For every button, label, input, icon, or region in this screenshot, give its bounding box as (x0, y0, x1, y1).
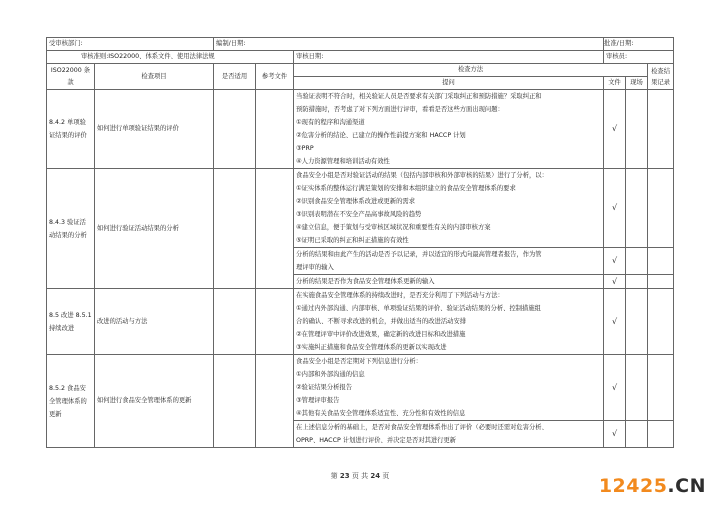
watermark-logo (599, 475, 706, 497)
col-reference: 参考文件 (256, 64, 294, 90)
question-line: ③识别表明潜在不安全产品高事故风险的趋势 (296, 211, 422, 218)
question-line: ③实施纠正措施和食品安全管理体系的更新以实现改进 (296, 344, 447, 351)
applicable-cell (214, 355, 256, 448)
reference-cell (256, 90, 294, 169)
result-cell (648, 421, 674, 448)
document-check-cell (604, 275, 626, 289)
check-mark-icon: √ (611, 124, 618, 133)
question-line: 理评审的输入 (296, 264, 334, 271)
document-check-cell (604, 90, 626, 169)
result-cell (648, 248, 674, 275)
document-check-cell (604, 169, 626, 248)
question-cell (294, 289, 604, 355)
onsite-check-cell (626, 248, 648, 275)
header-row-1 (47, 38, 674, 51)
check-mark-icon: √ (611, 316, 618, 326)
criteria-label: 审核准则:ISO22000、体系文件、使用法律法规 (47, 51, 294, 64)
document-check-cell (604, 248, 626, 275)
col-item: 检查项目 (95, 64, 214, 90)
question-cell (294, 90, 604, 169)
question-line: 分析的结果和由此产生的活动是否予以记录，并以适宜的形式向最高管理者报告，作为管 (296, 251, 542, 258)
reference-cell (256, 169, 294, 289)
question-line: 当验证表明不符合时，相关验证人员是否要求有关部门采取纠正和预防措施？采取纠正和 (296, 93, 542, 100)
watermark-suffix: .CN (667, 475, 706, 497)
table-row (47, 355, 674, 421)
item-cell: 如何进行单项验证结果的评价 (95, 90, 214, 169)
prepared-label: 编制/日期: (214, 38, 604, 51)
question-cell (294, 355, 604, 421)
question-line: 合的确认、不断寻求改进的机会，并做出适当的改进活动安排 (296, 318, 467, 325)
question-line: ①内部和外部沟通的信息 (296, 371, 365, 378)
column-header-row-1 (47, 64, 674, 77)
document-check-cell (604, 355, 626, 421)
check-mark-icon: √ (611, 429, 618, 438)
question-line: ①现有的程序和沟通渠道 (296, 119, 365, 126)
approved-label: 批准/日期: (604, 38, 674, 51)
document-check-cell (604, 421, 626, 448)
result-cell (648, 355, 674, 421)
watermark-digits: 12425 (598, 475, 668, 497)
check-mark-icon: √ (611, 256, 618, 265)
result-cell (648, 169, 674, 248)
question-line: 在上述信息分析的基础上，是否对食品安全管理体系作出了评价（必要时还需对危害分析、 (296, 424, 548, 431)
result-cell (648, 90, 674, 169)
question-line: 食品安全小组是否对验证活动的结果（包括内部审核和外部审核的结果）进行了分析，以： (296, 172, 548, 179)
header-row-2 (47, 51, 674, 64)
question-cell (294, 169, 604, 248)
table-row (47, 169, 674, 248)
question-line: ①通过内外部沟通、内部审核、单项验证结果的评价、验证活动结果的分析、控制措施组 (296, 305, 541, 312)
document-check-cell (604, 289, 626, 355)
item-cell: 如何进行食品安全管理体系的更新 (95, 355, 214, 448)
dept-label: 受审核部门: (47, 38, 214, 51)
question-line: ④建立信息，便于策划与受审核区域状况和重要性有关的内部审核方案 (296, 224, 491, 231)
audit-checklist (46, 37, 673, 448)
reference-cell (256, 289, 294, 355)
check-mark-icon: √ (611, 276, 618, 286)
page-total: 24 (370, 472, 381, 480)
question-line: 在实施食品安全管理体系的持续改进时，是否充分利用了下列活动与方法： (296, 292, 504, 299)
clause-cell: 8.5 改进 8.5.1 持续改进 (47, 289, 95, 355)
onsite-check-cell (626, 355, 648, 421)
applicable-cell (214, 169, 256, 289)
question-line: 预防措施时，否考虑了对下列方面进行评审，看看是否这些方面出现问题： (296, 106, 504, 113)
col-applicable: 是否适用 (214, 64, 256, 90)
applicable-cell (214, 289, 256, 355)
page-prefix: 第 (330, 472, 338, 480)
page-suffix: 页 (382, 472, 390, 480)
clause-cell: 8.5.2 食品安全管理体系的更新 (47, 355, 95, 448)
page-mid: 页 共 (351, 472, 369, 480)
onsite-check-cell (626, 289, 648, 355)
check-mark-icon: √ (611, 382, 618, 392)
question-line: ④其他有关食品安全管理体系适宜性、充分性和有效性的信息 (296, 410, 466, 417)
question-line: ②识别食品安全管理体系改进或更新的需求 (296, 198, 416, 205)
question-line: ⑤证明已采取的纠正和纠正措施的有效性 (296, 237, 409, 244)
col-question: 提问 (294, 77, 604, 90)
result-cell (648, 275, 674, 289)
item-cell: 如何进行验证活动结果的分析 (95, 169, 214, 289)
clause-cell: 8.4.3 验证活动结果的分析 (47, 169, 95, 289)
table-row (47, 289, 674, 355)
applicable-cell (214, 90, 256, 169)
question-line: ②在管理评审中评价改进效果，确定新的改进目标和改进措施 (296, 331, 466, 338)
auditor-label: 审核员: (604, 51, 674, 64)
question-line: 分析的结果是否作为食品安全管理体系更新的输入 (296, 278, 435, 285)
question-line: 食品安全小组是否定期对下列信息进行分析： (296, 358, 422, 365)
question-cell (294, 275, 604, 289)
onsite-check-cell (626, 90, 648, 169)
item-cell: 改进的活动与方法 (95, 289, 214, 355)
col-document: 文件 (604, 77, 626, 90)
onsite-check-cell (626, 169, 648, 248)
col-onsite: 现场 (626, 77, 648, 90)
question-line: ④人力资源管理和培训活动有效性 (296, 158, 390, 165)
question-line: ②验证结果分析报告 (296, 384, 353, 391)
result-cell (648, 289, 674, 355)
col-result: 检查结果记录 (648, 64, 674, 90)
question-line: ②危害分析的结论、已建立的操作性前提方案和 HACCP 计划 (296, 132, 466, 139)
clause-cell: 8.4.2 单项验证结果的评价 (47, 90, 95, 169)
reference-cell (256, 355, 294, 448)
question-line: OPRP、HACCP 计划进行评价、并决定是否对其进行更新 (296, 437, 457, 444)
table-row (47, 90, 674, 169)
page-number: 23 (339, 472, 350, 480)
question-line: ③PRP (296, 145, 314, 152)
onsite-check-cell (626, 275, 648, 289)
audit-date-label: 审核日期: (294, 51, 604, 64)
question-cell (294, 248, 604, 275)
question-line: ③管理评审报告 (296, 397, 340, 404)
question-line: ①证实体系的整体运行满足策划的安排和本组织建立的食品安全管理体系的要求 (296, 185, 516, 192)
check-mark-icon: √ (611, 203, 618, 212)
onsite-check-cell (626, 421, 648, 448)
question-cell (294, 421, 604, 448)
checklist-table (46, 37, 674, 448)
col-method: 检查方法 (294, 64, 648, 77)
col-clause: ISO22000 条款 (47, 64, 95, 90)
